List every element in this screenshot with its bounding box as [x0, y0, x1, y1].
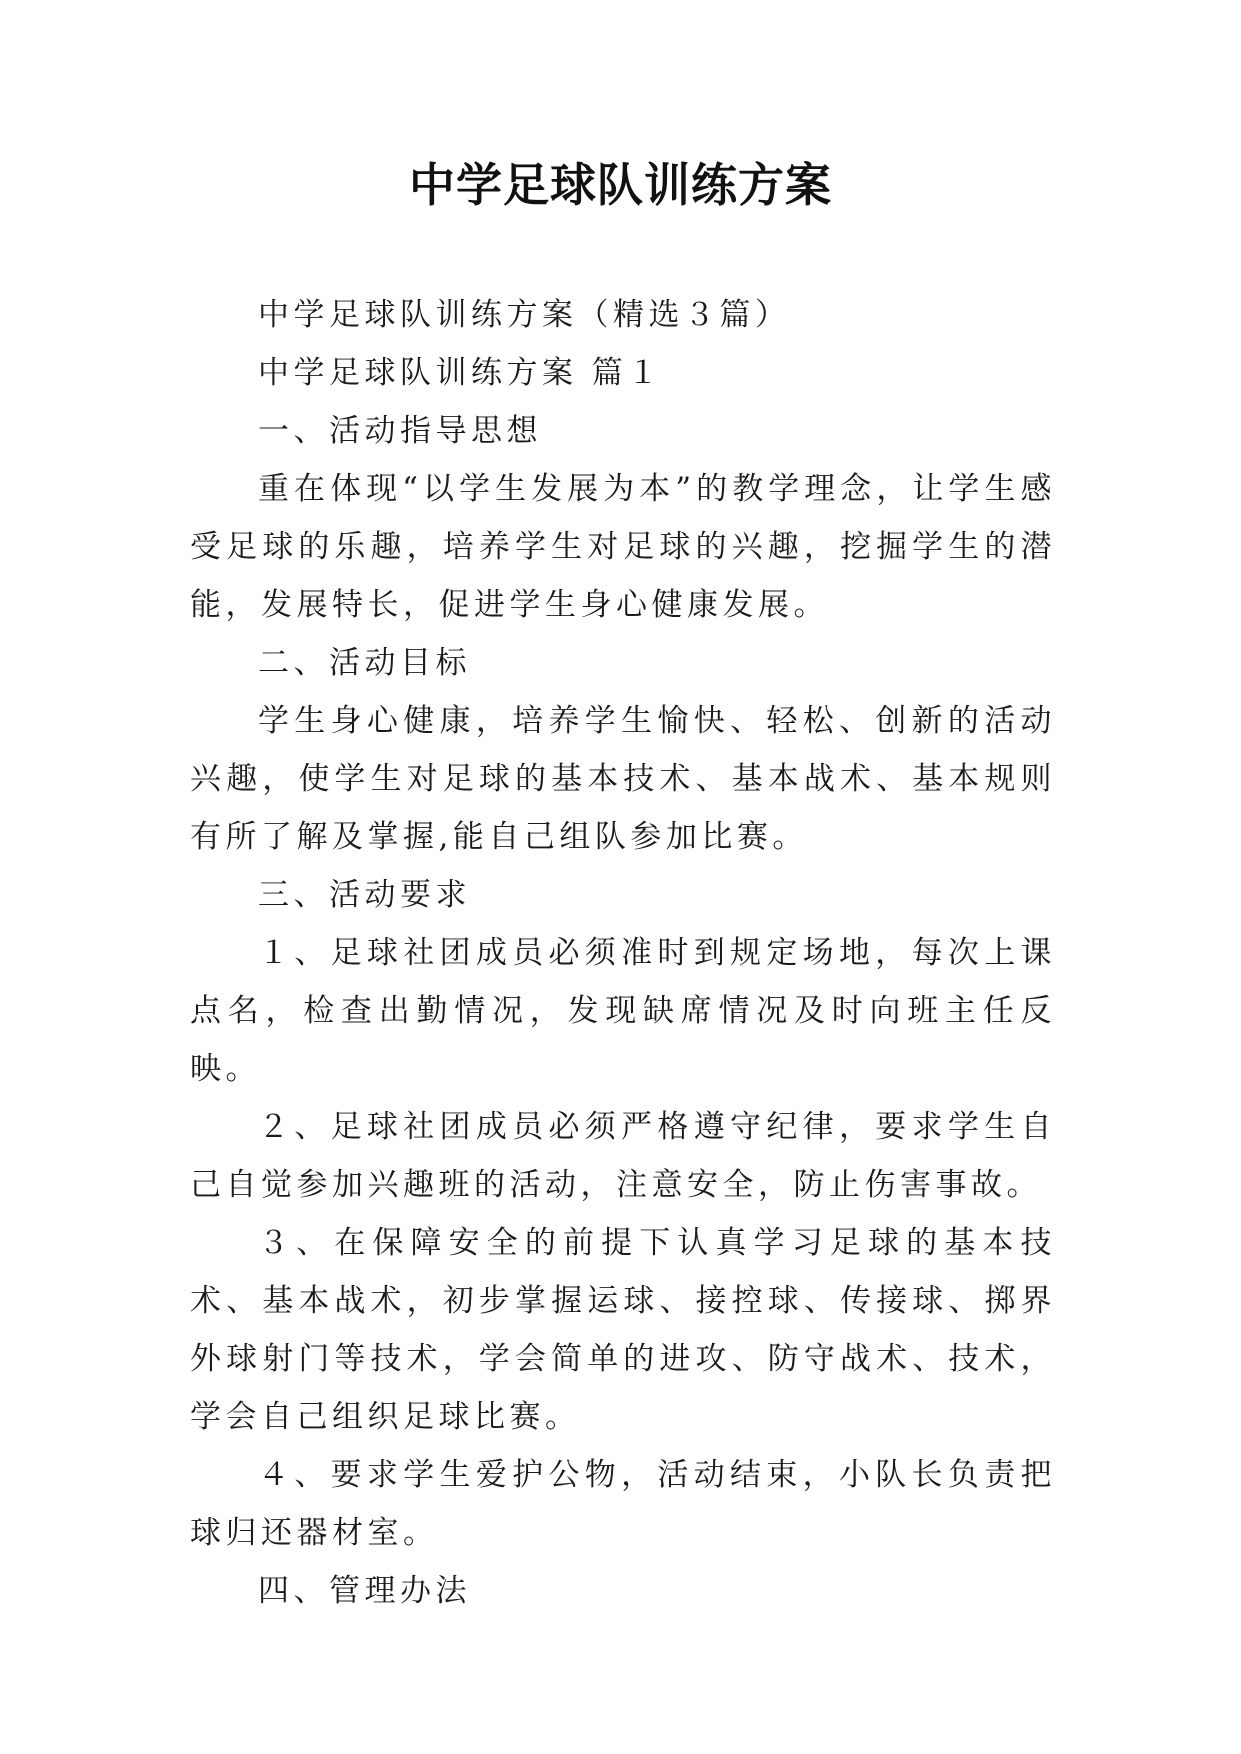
document-title: 中学足球队训练方案	[409, 158, 832, 212]
paragraph-subtitle: 中学足球队训练方案（精选３篇）	[258, 297, 791, 333]
section-heading-guiding-idea: 一、活动指导思想	[258, 413, 542, 449]
section-heading-requirements: 三、活动要求	[258, 877, 471, 913]
paragraph-requirement-4: ４、要求学生爱护公物，活动结束，小队长负责把球归还器材室。	[190, 1457, 1056, 1551]
paragraph-guiding-idea: 重在体现“以学生发展为本”的教学理念，让学生感受足球的乐趣，培养学生对足球的兴趣，挖掘学生的潜能，发展特长，促进学生身心健康发展。	[190, 471, 1056, 623]
paragraph-requirement-1: １、足球社团成员必须准时到规定场地，每次上课点名，检查出勤情况，发现缺席情况及时向班主任反映。	[190, 935, 1056, 1087]
paragraph-requirement-3: ３、在保障安全的前提下认真学习足球的基本技术、基本战术，初步掌握运球、接控球、传接球、掷界外球射门等技术，学会简单的进攻、防守战术、技术，学会自己组织足球比赛。	[190, 1225, 1056, 1435]
section-heading-management: 四、管理办法	[258, 1573, 471, 1609]
paragraph-part-heading: 中学足球队训练方案 篇１	[258, 355, 663, 391]
section-heading-goals: 二、活动目标	[258, 645, 471, 681]
paragraph-goals: 学生身心健康，培养学生愉快、轻松、创新的活动兴趣，使学生对足球的基本技术、基本战术、基本规则有所了解及掌握,能自己组队参加比赛。	[190, 703, 1056, 855]
document-body	[190, 286, 1056, 1620]
paragraph-requirement-2: ２、足球社团成员必须严格遵守纪律，要求学生自己自觉参加兴趣班的活动，注意安全，防止伤害事故。	[190, 1109, 1056, 1203]
